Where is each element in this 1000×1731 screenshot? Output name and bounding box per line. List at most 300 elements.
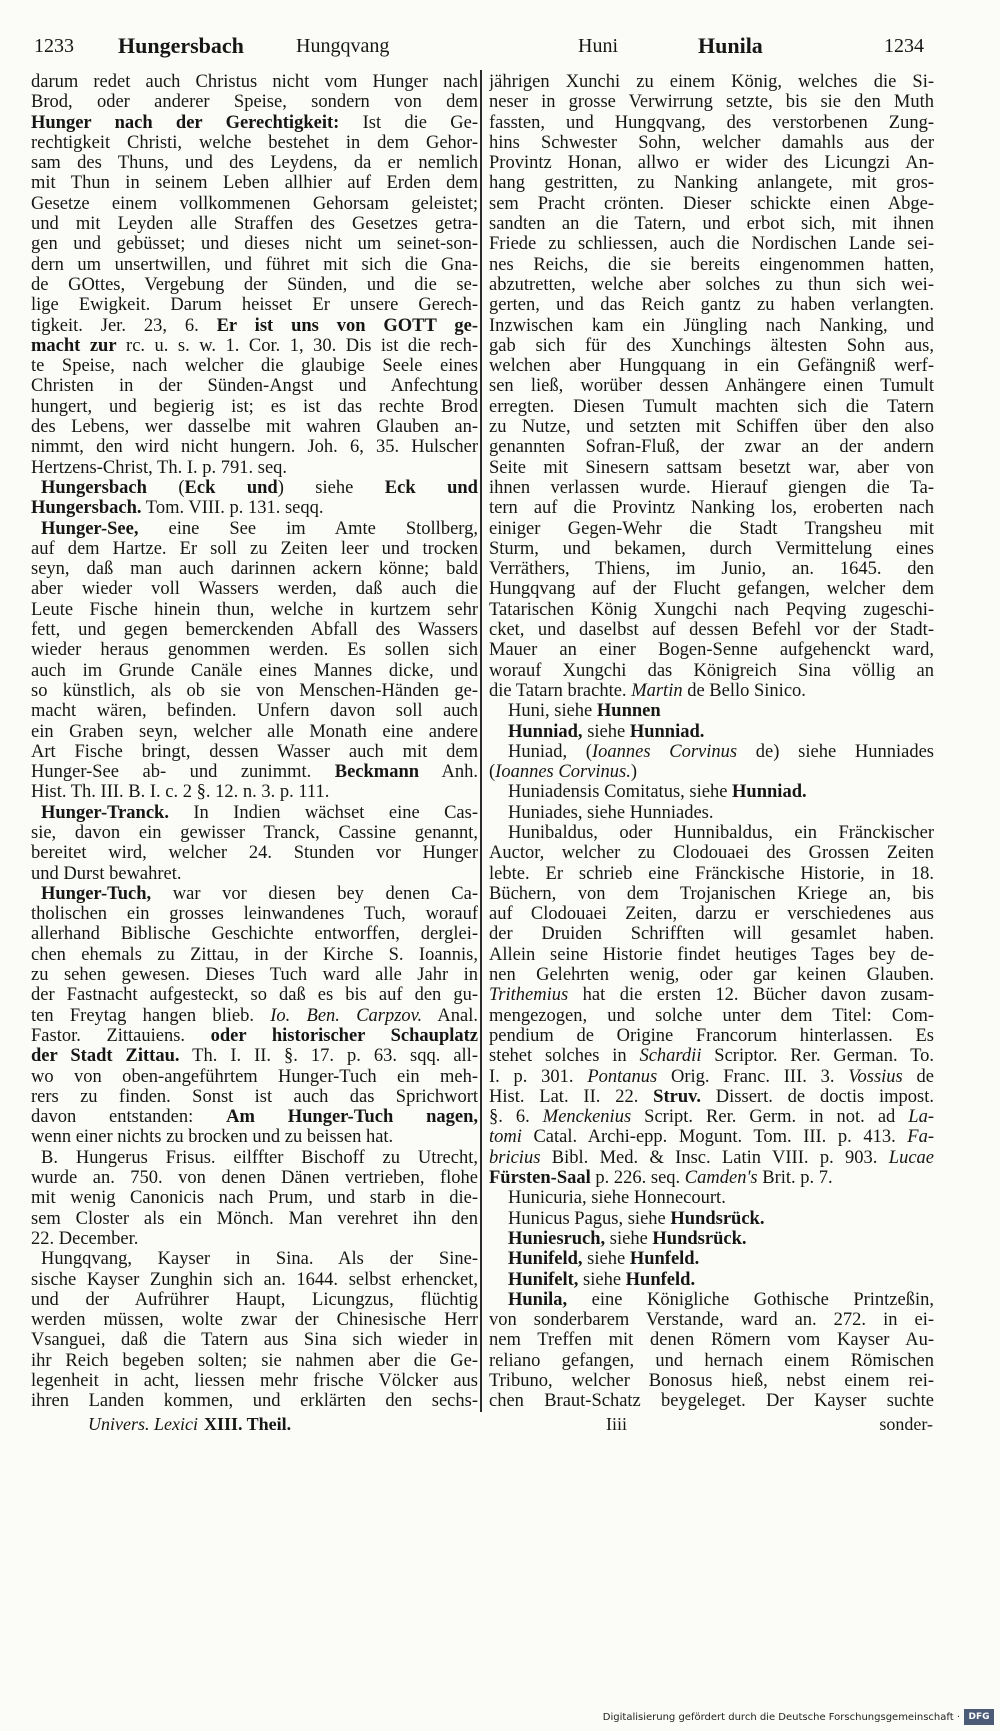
text-line (31, 701, 478, 721)
text-run: sische Kayser Zunghin sich an. 1644. selbst erhencket, (31, 1269, 478, 1290)
page-number-left: 1233 (34, 35, 74, 57)
text-run: wieder heraus genommen werden. Es sollen sich (31, 640, 478, 661)
text-run: sie, davon ein gewisser Tranck, Cassine genannt, (31, 822, 478, 843)
text-run: reliano gefangen, und hernach einem Römischen (489, 1350, 934, 1371)
italic-text: Menckenius (542, 1107, 632, 1128)
lexicon-entry (489, 1188, 934, 1208)
text-line (489, 1209, 934, 1229)
text-run: Orig. Franc. III. 3. (657, 1066, 849, 1087)
text-line (489, 600, 934, 620)
text-run: nem Treffen mit denen Römern vom Kayser Au- (489, 1330, 934, 1351)
text-run: und Durst bewahret. (31, 863, 182, 884)
text-run: Ist die Ge- (339, 112, 478, 133)
volume-part: XIII. Theil. (203, 1414, 292, 1434)
lexicon-entry (489, 1229, 934, 1249)
text-line (489, 437, 934, 457)
lexicon-entry (31, 884, 478, 1148)
text-run: mit wenig Canonicis nach Prum, und starb in die- (31, 1188, 478, 1209)
text-run: chen ehemals zu Zittau, in der Kirche S. Ioannis, (31, 944, 478, 965)
text-run: Hungqvang auf der Flucht gefangen, welcher dem (489, 579, 934, 600)
text-run: aber wieder voll Wassers werden, daß auch die (31, 579, 478, 600)
text-line (31, 397, 478, 417)
text-run: Tribuno, welcher Bonosus hieß, nebst einem rei- (489, 1371, 934, 1391)
text-line (31, 823, 478, 843)
text-run: I. p. 301. (489, 1066, 588, 1087)
lexicon-entry (489, 1290, 934, 1412)
text-run: genannten Sofran-Fluß, der zwar an der andern (489, 437, 934, 458)
text-line (31, 1067, 478, 1087)
text-run: siehe (582, 1249, 630, 1270)
text-line (31, 904, 478, 924)
text-run: Gesetze einem vollkommenen Gehorsam geleistet; (31, 193, 478, 214)
text-run: sandten an die Tatern, und erbot sich, mit ihnen (489, 214, 934, 235)
text-line (31, 1026, 478, 1046)
text-run: und der Aufrührer Haupt, Licungzus, flüchtig (31, 1289, 478, 1310)
text-line (489, 1148, 934, 1168)
text-line (489, 884, 934, 904)
text-line (31, 1249, 478, 1269)
text-run: tholischen ein grosses leinwandenes Tuch, worauf (31, 904, 478, 925)
text-run: welchen aber Hungquang in ein Gefängniß werf- (489, 356, 934, 377)
lexicon-entry (489, 1209, 934, 1229)
text-line (489, 559, 934, 579)
text-run: wenn einer nichts zu brocken und zu beissen hat. (31, 1127, 394, 1148)
bold-text: Hundsrück. (652, 1228, 747, 1249)
bold-text: Hunniad. (732, 782, 807, 803)
text-line (31, 133, 478, 153)
text-run: rers zu finden. Sonst ist auch das Sprichwort (31, 1086, 478, 1107)
text-run: hungert, und begierig ist; es ist das rechte Brod (31, 396, 478, 417)
right-text-column (489, 72, 934, 1412)
text-line (31, 376, 478, 396)
text-run: ( (489, 762, 496, 783)
text-run: Inzwischen kam ein Jüngling nach Nanking, und (489, 315, 934, 336)
text-run: die Tatarn brachte. (489, 680, 632, 701)
bold-text: Hundsrück. (670, 1208, 765, 1229)
text-run: Hunger-See ab- und zunimmt. (31, 762, 335, 783)
text-line (31, 1046, 478, 1066)
text-run: und mit Leyden alle Straffen des Gesetzes getra- (31, 214, 478, 235)
text-line (31, 640, 478, 660)
text-line (489, 72, 934, 92)
text-line (31, 72, 478, 92)
text-line (489, 255, 934, 275)
text-line (31, 113, 478, 133)
text-line (489, 194, 934, 214)
text-run: siehe (582, 721, 630, 742)
text-line (489, 1330, 934, 1350)
text-run: ihr Reich begeben solten; sie nahmen aber die Ge- (31, 1350, 478, 1371)
text-run: ein Graben seyn, welcher alle Monath eine andere (31, 721, 478, 742)
bold-text: oder historischer Schauplatz (210, 1025, 478, 1046)
text-line (489, 985, 934, 1005)
text-line (31, 864, 478, 884)
text-line (31, 417, 478, 437)
text-run: hat die ersten 12. Bücher davon zusam- (568, 985, 934, 1006)
text-line (489, 904, 934, 924)
text-run: sam des Thuns, und des Leydens, da er nemlich (31, 153, 478, 174)
text-line (31, 1107, 478, 1127)
text-line (489, 945, 934, 965)
italic-text: tomi (489, 1127, 522, 1148)
text-line (489, 356, 934, 376)
lexicon-entry (31, 519, 478, 803)
text-line (489, 173, 934, 193)
text-line (489, 924, 934, 944)
text-run: wurde an. 750. von denen Dänen vertrieben, flohe (31, 1168, 478, 1189)
text-run: abzutretten, welche aber solches zu thun sich wei- (489, 274, 934, 295)
text-run: allerhand Biblische Geschichte entworffen, derglei- (31, 924, 478, 945)
italic-text: Pontanus (587, 1066, 658, 1087)
bold-text: Eck und (384, 477, 478, 498)
text-run: auch im Grunde Canäle eines Mannes dicke, und (31, 660, 478, 681)
text-line (489, 1087, 934, 1107)
text-run: jährigen Xunchi zu einem König, welches die Si- (489, 72, 934, 92)
lexicon-entry (31, 72, 478, 478)
text-line (31, 559, 478, 579)
text-line (489, 1107, 934, 1127)
text-run: Tatarischen König Xungchi nach Peqving zugeschi- (489, 599, 934, 620)
text-run: tigkeit. Jer. 23, 6. (31, 315, 217, 336)
bold-text: Beckmann (334, 762, 420, 783)
text-line (31, 579, 478, 599)
text-line (489, 1046, 934, 1066)
text-run: B. Hungerus Frisus. eilffter Bischoff zu Utrecht, (41, 1147, 478, 1168)
bold-text: Am Hunger-Tuch nagen, (226, 1107, 478, 1128)
text-run: Friede zu schliessen, auch die Nordischen Lande sei- (489, 234, 934, 255)
text-run: Mauer an einer Bogen-Senne aufgehenckt ward, (489, 640, 934, 661)
bold-text: Hunniad. (629, 721, 705, 742)
bold-text: Hungersbach. (31, 498, 142, 519)
lexicon-entry (489, 722, 934, 742)
bold-text: Huniesruch, (508, 1228, 606, 1249)
text-run: Anh. (419, 762, 478, 783)
text-run: des Lebens, wer dasselbe mit wahren Glauben an- (31, 417, 478, 438)
text-line (489, 1391, 934, 1411)
text-line (489, 478, 934, 498)
text-line (31, 600, 478, 620)
text-line (31, 153, 478, 173)
text-line (489, 376, 934, 396)
bold-text: Hunfeld. (625, 1269, 696, 1290)
text-line (31, 356, 478, 376)
italic-text: Trithemius (489, 985, 569, 1006)
text-line (489, 782, 934, 802)
text-run: lige Ewigkeit. Darum heisset Er unsere Gerech- (31, 295, 478, 316)
text-line (489, 113, 934, 133)
text-run: auf dem Hartze. Er soll zu Zeiten leer und trocken (31, 538, 478, 559)
text-line (31, 336, 478, 356)
text-run: de (902, 1066, 934, 1087)
text-run: lebte. Er schrieb eine Fränckische Historie, in 18. (489, 863, 934, 884)
text-line (31, 255, 478, 275)
text-line (489, 1127, 934, 1147)
text-line (31, 945, 478, 965)
text-run: Tom. VIII. p. 131. seqq. (141, 498, 324, 519)
text-run: sem Closter als ein Mönch. Man verehret ihn den (31, 1208, 478, 1229)
text-run: sem Pracht crönten. Dieser schickte einen Abge- (489, 193, 934, 214)
text-line (31, 1330, 478, 1350)
text-line (489, 843, 934, 863)
text-run: tern auf die Provintz Nanking los, eroberten nach (489, 498, 934, 519)
bold-text: Fürsten-Saal (489, 1168, 591, 1189)
volume-title: Univers. Lexici (88, 1414, 198, 1434)
column-divider (480, 70, 482, 1412)
italic-text: Fa- (907, 1127, 934, 1148)
text-run: der Druiden Schrifften will gesamlet haben. (489, 924, 934, 945)
text-line (31, 1148, 478, 1168)
text-run: so künstlich, als ob sie von Menschen-Händen ge- (31, 680, 478, 701)
text-run: siehe (578, 1269, 626, 1290)
lexicon-entry (489, 823, 934, 1188)
text-run: p. 226. seq. (590, 1168, 685, 1189)
lexicon-entry (31, 803, 478, 884)
text-run: einiger Gegen-Wehr die Stadt Trangsheu mit (489, 518, 934, 539)
lexicon-entry (489, 701, 934, 721)
text-run: Th. I. II. §. 17. p. 63. sqq. all- (179, 1046, 478, 1067)
text-run: war vor diesen bey denen Ca- (151, 883, 478, 904)
text-run: zu Nutze, und setzten mit Schiffen über den also (489, 417, 934, 438)
text-run: bereitet wird, welcher 24. Stunden vor Hunger (31, 843, 478, 864)
text-run: Art Fische bringt, dessen Wasser auch mit dem (31, 741, 478, 762)
page-number-right: 1234 (884, 35, 924, 57)
text-run: auf Clodouaei Zeiten, darzu er verschiedenes aus (489, 904, 934, 925)
text-run: wo von oben-angeführtem Hunger-Tuch ein meh- (31, 1066, 478, 1087)
bold-text: der Stadt Zittau. (31, 1046, 180, 1067)
text-line (489, 1067, 934, 1087)
text-run: Huniadensis Comitatus, siehe (508, 782, 733, 803)
text-line (489, 661, 934, 681)
text-line (31, 884, 478, 904)
text-run: Sturm, und bekamen, durch Vermittelung eines (489, 538, 934, 559)
italic-text: Vossius (848, 1066, 903, 1087)
text-run: davon entstanden: (31, 1107, 227, 1128)
text-line (489, 742, 934, 762)
text-line (489, 1310, 934, 1330)
text-line (31, 1229, 478, 1249)
header-catchword-right-last: Hunila (698, 33, 763, 58)
text-line (31, 1391, 478, 1411)
text-run: fett, und gegen bemerckenden Abfall des Wassers (31, 620, 478, 641)
text-line (31, 985, 478, 1005)
bold-text: macht zur (31, 335, 117, 356)
text-run: Hunicuria, siehe Honnecourt. (508, 1188, 726, 1209)
lexicon-entry (489, 742, 934, 783)
text-line (31, 1270, 478, 1290)
text-run: Verräthers, Thiens, im Junio, an. 1645. den (489, 559, 934, 580)
text-line (489, 762, 934, 782)
text-run: rechtigkeit Christi, welche bestehet in dem Gehor- (31, 132, 478, 153)
bold-text: Hunfeld. (629, 1249, 700, 1270)
text-line (489, 295, 934, 315)
text-line (31, 1087, 478, 1107)
text-run: Huniades, siehe Hunniades. (508, 802, 714, 823)
italic-text: Ioannes Corvinus (591, 741, 738, 762)
text-line (31, 1351, 478, 1371)
text-run: Provintz Honan, allwo er wider des Licungzi An- (489, 153, 934, 174)
text-line (31, 681, 478, 701)
text-run: Brit. p. 7. (757, 1168, 833, 1189)
text-run: macht wären, befinden. Unfern davon soll auch (31, 701, 478, 722)
text-run: pendium de Origine Francorum hinterlassen. Es (489, 1025, 934, 1046)
text-run: Fastor. Zittauiens. (31, 1025, 211, 1046)
text-line (489, 965, 934, 985)
text-run: ten Freytag hangen blieb. (31, 1005, 271, 1026)
bold-text: Hunifeld, (508, 1249, 583, 1270)
text-line (489, 133, 934, 153)
text-run: de Bello Sinico. (682, 680, 806, 701)
text-line (489, 620, 934, 640)
text-run: de) siehe Hunniades (737, 741, 934, 762)
text-line (489, 640, 934, 660)
text-line (489, 92, 934, 112)
text-run: Auctor, welcher zu Clodouaei des Grossen Zeiten (489, 843, 934, 864)
italic-text: bricius (489, 1147, 541, 1168)
text-run: nes Reichs, die sie bereits eingenommen hatten, (489, 254, 934, 275)
text-line (31, 295, 478, 315)
text-line (489, 722, 934, 742)
text-run: hins Schwester Sohn, welcher damahls aus der (489, 132, 934, 153)
lexicon-entry (31, 1249, 478, 1411)
lexicon-entry (489, 1249, 934, 1269)
text-line (489, 1168, 934, 1188)
text-run: dern um unsertwillen, und führet mit sich die Gna- (31, 254, 478, 275)
text-run: eine See im Amte Stollberg, (138, 518, 478, 539)
text-line (31, 762, 478, 782)
text-line (489, 458, 934, 478)
text-run: Hunibaldus, oder Hunnibaldus, ein Fränckischer (508, 822, 934, 843)
lexicon-entry (489, 782, 934, 802)
text-run: rc. u. s. w. 1. Cor. 1, 30. Dis ist die rech- (116, 335, 478, 356)
text-run: gerten, und das Reich gantz zu haben verlangten. (489, 295, 934, 316)
text-line (489, 1229, 934, 1249)
text-line (31, 214, 478, 234)
text-run: nen Gelehrten wenig, oder gar keinen Glauben. (489, 965, 934, 986)
text-run: darum redet auch Christus nicht vom Hunger nach (31, 72, 478, 92)
text-run: worauf Xungchi das Königreich Sina völlig an (489, 660, 934, 681)
bold-text: Er ist uns von GOTT ge- (216, 315, 478, 336)
text-run: mit Thun in seinem Leben allhier auf Erden dem (31, 173, 478, 194)
bold-text: Struv. (653, 1086, 701, 1107)
text-line (31, 275, 478, 295)
text-run: seyn, daß man auch darinnen ackern könne; bald (31, 559, 478, 580)
text-run: sen ließ, worüber dessen Anhängere einen Tumult (489, 376, 934, 397)
text-line (31, 965, 478, 985)
text-line (31, 1006, 478, 1026)
text-line (31, 620, 478, 640)
text-run: Huniad, ( (508, 741, 592, 762)
text-line (489, 1006, 934, 1026)
lexicon-entry (489, 803, 934, 823)
text-run: der Fastnacht aufgesteckt, so daß es bis auf den gu- (31, 985, 478, 1006)
text-run: Vsanguei, daß die Tatern aus Sina sich wieder in (31, 1330, 478, 1351)
text-line (31, 519, 478, 539)
lexicon-entry (489, 1270, 934, 1290)
text-line (489, 1026, 934, 1046)
text-run: legenheit in acht, liessen mehr frische Völcker aus (31, 1371, 478, 1391)
text-run: werden müssen, wolte zwar der Chinesische Herr (31, 1310, 478, 1331)
text-line (489, 1351, 934, 1371)
text-line (489, 275, 934, 295)
text-line (489, 214, 934, 234)
italic-text: Lucae (888, 1147, 934, 1168)
text-run: mengezogen, und solche unter dem Titel: Com- (489, 1005, 934, 1026)
text-run: Hertzens-Christ, Th. I. p. 791. seq. (31, 457, 288, 478)
text-line (489, 681, 934, 701)
text-run: Scriptor. Rer. German. To. (701, 1046, 934, 1067)
text-line (31, 316, 478, 336)
italic-text: Martin (631, 680, 683, 701)
text-line (31, 92, 478, 112)
text-run: stehet solches in (489, 1046, 640, 1067)
bold-text: Hunila, (508, 1289, 568, 1310)
text-run: Allein seine Historie findet heutiges Tages bey de- (489, 944, 934, 965)
text-line (31, 539, 478, 559)
digitization-credit: Digitalisierung gefördert durch die Deutsche Forschungsgemeinschaft · (602, 1712, 960, 1723)
left-text-column (31, 72, 478, 1412)
text-run: cket, und daselbst auf dessen Befehl vor der Stadt- (489, 620, 934, 641)
text-run: ) siehe (277, 477, 385, 498)
volume-footer (88, 1413, 291, 1435)
bold-text: Hungersbach (41, 477, 147, 498)
text-line (489, 519, 934, 539)
italic-text: Schardii (639, 1046, 702, 1067)
text-run: Seite mit Sinesern sattsam besetzt war, aber von (489, 457, 934, 478)
bold-text: Hunnen (596, 701, 661, 722)
text-line (489, 1270, 934, 1290)
text-line (489, 803, 934, 823)
text-line (489, 823, 934, 843)
text-line (31, 1310, 478, 1330)
text-line (31, 843, 478, 863)
bold-text: Eck und (184, 477, 278, 498)
text-line (31, 234, 478, 254)
signature-mark: Iiii (606, 1414, 627, 1434)
text-line (31, 924, 478, 944)
text-run: gab sich für des Xunchings ältesten Sohn aus, (489, 335, 934, 356)
text-run: fassten, und Hungqvang, des verstorbenen Zung- (489, 112, 934, 133)
text-line (31, 173, 478, 193)
text-run: Christen in der Sünden-Angst und Anfechtung (31, 376, 478, 397)
text-run: von sonderbarem Verstande, ward an. 272. in ei- (489, 1310, 934, 1331)
header-catchword-right-first: Huni (578, 35, 618, 57)
text-run: chen Braut-Schatz beygeleget. Der Kayser suchte (489, 1391, 934, 1412)
text-line (489, 1371, 934, 1391)
text-line (31, 1371, 478, 1391)
text-line (31, 1209, 478, 1229)
text-run: zu sehen gewesen. Dieses Tuch ward alle Jahr in (31, 965, 478, 986)
text-run: gen und gebüsset; und dieses nicht um seinet-son- (31, 234, 478, 255)
bold-text: Hunger-Tranck. (41, 802, 169, 823)
text-run: Catal. Archi-epp. Mogunt. Tom. III. p. 413. (521, 1127, 908, 1148)
header-catchword-left-last: Hungqvang (296, 35, 390, 57)
bold-text: Hunniad, (508, 721, 583, 742)
text-line (489, 1188, 934, 1208)
text-run: ihren Landen kommen, und erklärten den sechs- (31, 1391, 478, 1412)
text-run: ihnen verlassen wurde. Hierauf giengen die Ta- (489, 477, 934, 498)
text-line (31, 742, 478, 762)
text-run: neser in grosse Verwirrung setzte, bis sie den Muth (489, 92, 934, 113)
text-line (31, 661, 478, 681)
text-line (31, 478, 478, 498)
text-line (489, 234, 934, 254)
text-line (31, 437, 478, 457)
text-run: siehe (605, 1228, 653, 1249)
text-line (489, 579, 934, 599)
text-line (489, 1290, 934, 1310)
text-run: Brod, oder anderer Speise, sondern von dem (31, 92, 478, 113)
text-line (31, 194, 478, 214)
